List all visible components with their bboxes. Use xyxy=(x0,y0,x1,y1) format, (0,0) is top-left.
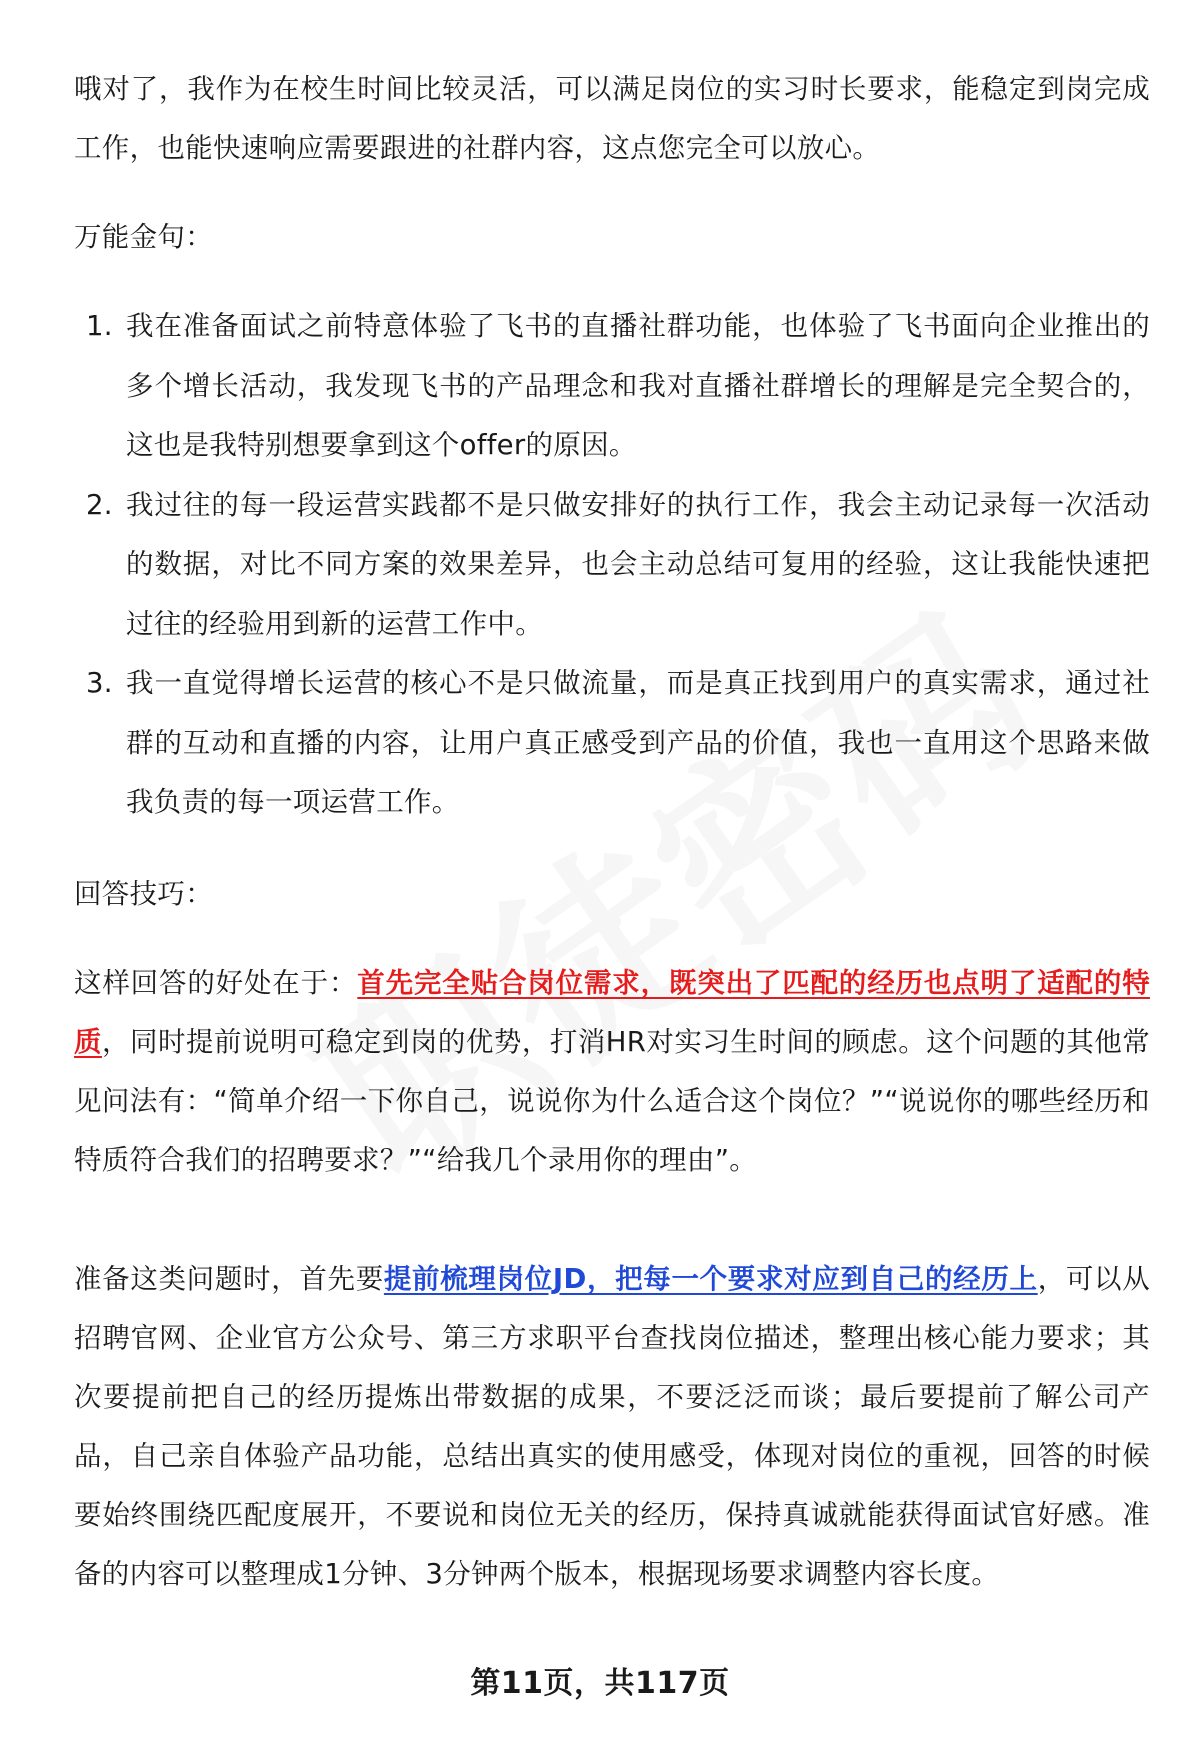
heading-tips: 回答技巧： xyxy=(74,878,213,910)
tips-suffix: ，同时提前说明可稳定到岗的优势，打消HR对实习生时间的顾虑。这个问题的其他常见问法有：“简单介绍一下你自己，说说你为什么适合这个岗位？”“说说你的哪些经历和特质符合我们的招聘要求？”“给我几个录用你的理由”。 xyxy=(74,1026,1150,1176)
heading-phrases: 万能金句： xyxy=(74,221,213,253)
list-number: 2. xyxy=(86,488,113,521)
tips-prefix: 这样回答的好处在于： xyxy=(74,967,358,999)
page-footer: 第11页，共117页 xyxy=(470,1666,730,1701)
list-item-text: 我一直觉得增长运营的核心不是只做流量，而是真正找到用户的真实需求，通过社群的互动和直播的内容，让用户真正感受到产品的价值，我也一直用这个思路来做我负责的每一项运营工作。 xyxy=(126,667,1150,818)
tips-paragraph xyxy=(74,954,1150,1190)
intro-paragraph: 哦对了，我作为在校生时间比较灵活，可以满足岗位的实习时长要求，能稳定到岗完成工作，也能快速响应需要跟进的社群内容，这点您完全可以放心。 xyxy=(74,73,1150,164)
prep-prefix: 准备这类问题时，首先要 xyxy=(74,1263,384,1295)
phrases-list xyxy=(74,297,1150,833)
list-number: 3. xyxy=(86,667,113,699)
list-item xyxy=(74,297,1150,476)
tips-highlight: 首先完全贴合岗位需求，既突出了匹配的经历也点明了适配的特质 xyxy=(74,967,1150,1058)
list-item-text: 我在准备面试之前特意体验了飞书的直播社群功能，也体验了飞书面向企业推出的多个增长活动，我发现飞书的产品理念和我对直播社群增长的理解是完全契合的，这也是我特别想要拿到这个offer的原因。 xyxy=(126,310,1150,461)
list-item xyxy=(74,654,1150,833)
list-item xyxy=(74,476,1150,655)
list-item-text: 我过往的每一段运营实践都不是只做安排好的执行工作，我会主动记录每一次活动的数据，对比不同方案的效果差异，也会主动总结可复用的经验，这让我能快速把过往的经验用到新的运营工作中。 xyxy=(126,488,1150,640)
prep-suffix: ，可以从招聘官网、企业官方公众号、第三方求职平台查找岗位描述，整理出核心能力要求；其次要提前把自己的经历提炼出带数据的成果，不要泛泛而谈；最后要提前了解公司产品，自己亲自体验产品功能，总结出真实的使用感受，体现对岗位的重视，回答的时候要始终围绕匹配度展开，不要说和岗位无关的经历，保持真诚就能获得面试官好感。准备的内容可以整理成1分钟、3分钟两个版本，根据现场要求调整内容长度。 xyxy=(74,1263,1150,1590)
prep-highlight: 提前梳理岗位JD，把每一个要求对应到自己的经历上 xyxy=(383,1263,1038,1295)
prep-paragraph xyxy=(74,1250,1150,1604)
list-number: 1. xyxy=(86,310,113,342)
